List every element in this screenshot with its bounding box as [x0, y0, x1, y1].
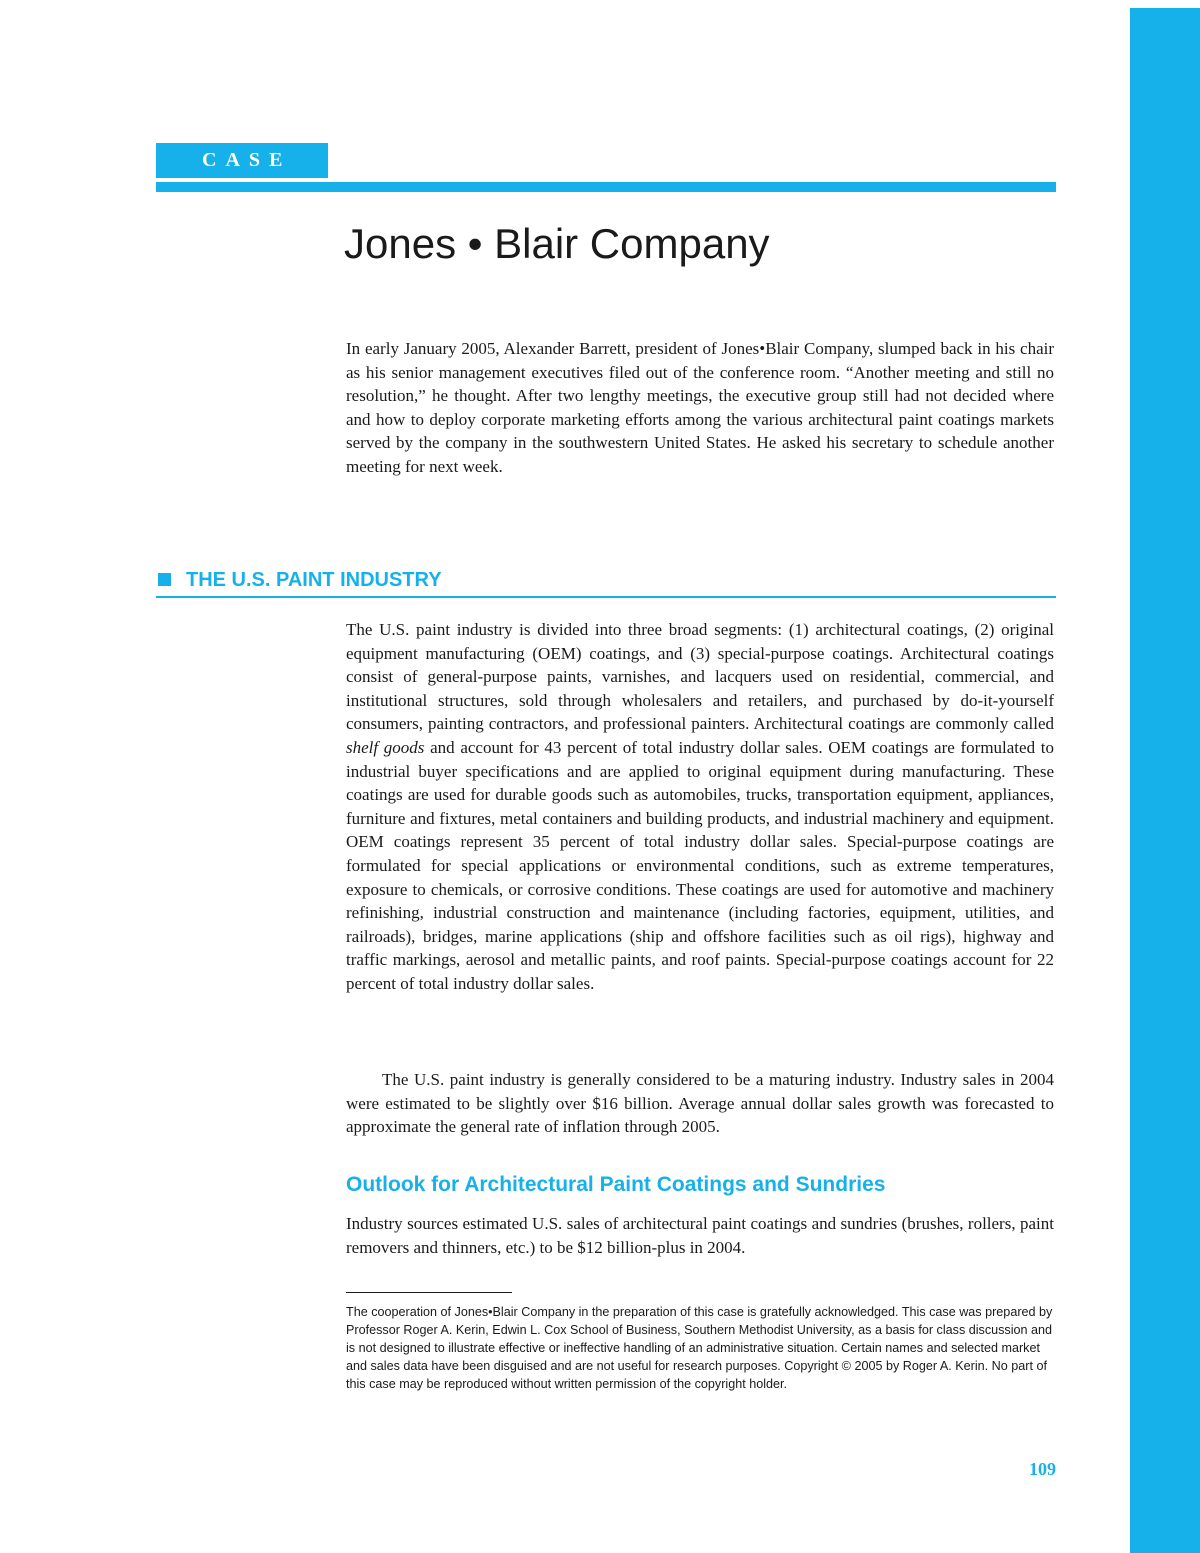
section-heading [156, 566, 1056, 598]
section-square-icon [158, 573, 171, 586]
subsection-paragraph-1: Industry sources estimated U.S. sales of architectural paint coatings and sundries (brushes, rollers, paint removers and thinners, etc.) to be $12 billion-plus in 2004. [346, 1214, 1054, 1257]
intro-paragraph: In early January 2005, Alexander Barrett, president of Jones•Blair Company, slumped back in his chair as his senior management executives filed out of the conference room. “Another meeting and still no resolution,” he thought. After two lengthy meetings, the executive group still had not decided where and how to deploy corporate marketing efforts among the various architectural paint coatings markets served by the company in the southwestern United States. He asked his secretary to schedule another meeting for next week. [346, 339, 1054, 476]
section-paragraph-1-text: The U.S. paint industry is divided into three broad segments: (1) architectural coatings, (2) original equipment manufacturing (OEM) coatings, and (3) special-purpose coatings. Architectural coatings consist of general-purpose paints, varnishes, and lacquers used on residential, commercial, and institutional structures, sold through wholesalers and retailers, and purchased by do-it-yourself consumers, painting contractors, and professional painters. Architectural coatings are commonly called [346, 620, 1054, 734]
footnote-rule [346, 1292, 512, 1293]
case-title: Jones • Blair Company [344, 220, 770, 267]
section-paragraph-1-text-cont: and account for 43 percent of total industry dollar sales. OEM coatings are formulated to industrial buyer specifications and are applied to original equipment during manufacturing. These coatings are used for durable goods such as automobiles, trucks, transportation equipment, appliances, furniture and fixtures, metal containers and building products, and industrial machinery and equipment. OEM coatings represent 35 percent of total industry dollar sales. Special-purpose coatings are formulated for special applications or environmental conditions, such as extreme temperatures, exposure to chemicals, or corrosive conditions. These coatings are used for automotive and machinery refinishing, industrial construction and maintenance (including factories, equipment, utilities, and railroads), bridges, marine applications (ship and offshore facilities such as oil rigs), highway and traffic markings, aerosol and metallic paints, and roof paints. Special-purpose coatings account for 22 percent of total industry dollar sales. [346, 737, 1054, 993]
title-rule [156, 182, 1056, 192]
section-paragraph-2: The U.S. paint industry is generally considered to be a maturing industry. Industry sales in 2004 were estimated to be slightly over $16 billion. Average annual dollar sales growth was forecasted to approximate the general rate of inflation through 2005. [346, 1070, 1054, 1137]
section-title: THE U.S. PAINT INDUSTRY [186, 569, 442, 591]
page-number: 109 [1029, 1459, 1056, 1479]
subsection-title: Outlook for Architectural Paint Coatings and Sundries [346, 1173, 886, 1196]
emphasis-shelf-goods: shelf goods [346, 737, 425, 757]
page-edge-tab [1130, 8, 1200, 1553]
case-label: CASE [156, 143, 328, 178]
section-paragraph-1 [346, 618, 1054, 996]
footnote: The cooperation of Jones•Blair Company in the preparation of this case is gratefully acknowledged. This case was prepared by Professor Roger A. Kerin, Edwin L. Cox School of Business, Southern Methodist University, as a basis for class discussion and is not designed to illustrate effective or ineffective handling of an administrative situation. Certain names and selected market and sales data have been disguised and are not useful for research purposes. Copyright © 2005 by Roger A. Kerin. No part of this case may be reproduced without written permission of the copyright holder. [346, 1305, 1053, 1391]
